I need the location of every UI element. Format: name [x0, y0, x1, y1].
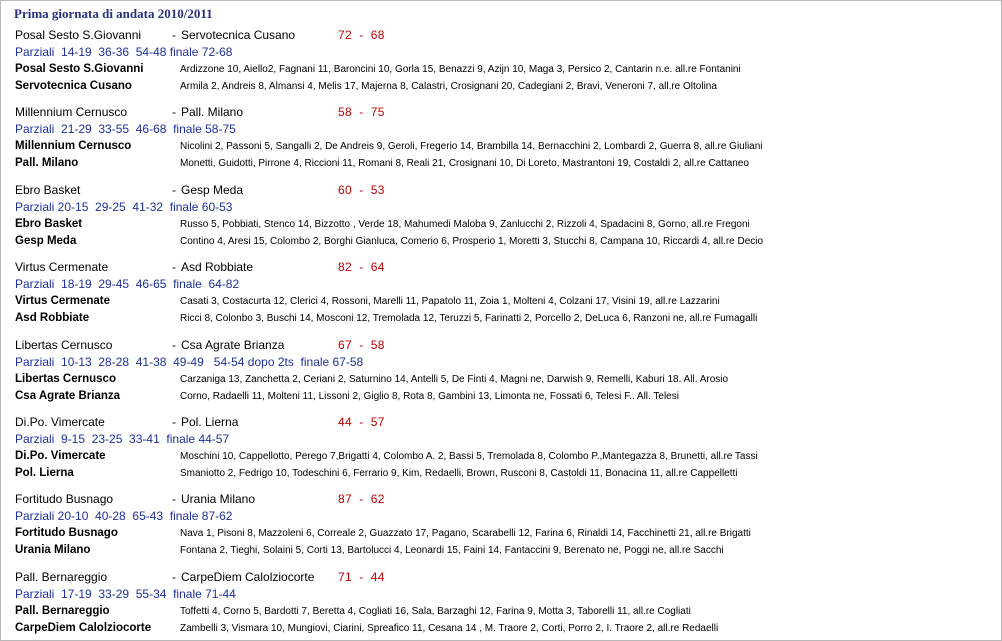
home-team-name: Libertas Cernusco	[15, 337, 113, 352]
partial-scores: Parziali 21-29 33-55 46-68 finale 58-75	[15, 122, 236, 137]
home-team-name: Posal Sesto S.Giovanni	[15, 28, 142, 42]
roster-team-name: Csa Agrate Brianza	[15, 389, 121, 402]
fixture-separator: -	[172, 569, 176, 584]
roster-team-name: Urania Milano	[15, 544, 91, 557]
fixture-separator: -	[172, 260, 176, 275]
roster-team-name: Libertas Cernusco	[15, 372, 116, 385]
away-team-name: Urania Milano	[181, 492, 256, 507]
roster-players: Contino 4, Aresi 15, Colombo 2, Borghi Gianluca, Comerio 6, Prosperio 1, Moretti 3, Stucchi 8, Campana 10, Riccardi 4, all.re Decio	[180, 235, 764, 247]
game-block	[15, 338, 995, 415]
roster-players: Armila 2, Andreis 8, Almansi 4, Melis 17, Majerna 8, Calastri, Crosignani 20, Cadegiani 2, Bravi, Veneroni 7, all.re Oltolina	[180, 81, 717, 92]
away-team-name: Pall. Milano	[181, 105, 244, 120]
roster-players: Casati 3, Costacurta 12, Clerici 4, Rossoni, Marelli 11, Papatolo 11, Zoia 1, Molteni 4, Colzani 17, Visini 19, all.re Lazzarini	[180, 296, 720, 308]
final-score: 58 - 75	[338, 105, 385, 120]
roster-team-name: Fortitudo Busnago	[15, 527, 118, 540]
roster-team-name: Di.Po. Vimercate	[15, 450, 106, 462]
roster-players: Carzaniga 13, Zanchetta 2, Ceriani 2, Saturnino 14, Antelli 5, De Finti 4, Magni ne, Darwish 9, Remelli, Kaburi 18. All. Arosio	[180, 373, 729, 385]
partial-scores: Parziali 10-13 28-28 41-38 49-49 54-54 dopo 2ts finale 67-58	[15, 354, 364, 369]
roster-team-name: Posal Sesto S.Giovanni	[15, 63, 144, 75]
away-team-name: Gesp Meda	[181, 182, 244, 197]
roster-team-name: Ebro Basket	[15, 217, 83, 230]
roster-players: Nicolini 2, Passoni 5, Sangalli 2, De Andreis 9, Geroli, Fregerio 14, Brambilla 14, Bernacchini 2, Lombardi 2, Guerra 8, all.re Giuliani	[180, 141, 763, 153]
roster-players: Ardizzone 10, Aiello2, Fagnani 11, Baroncini 10, Gorla 15, Benazzi 9, Azijn 10, Maga 3, Persico 2, Cantarin n.e. all.re Fontanini	[180, 64, 741, 75]
away-team-name: Asd Robbiate	[181, 260, 254, 275]
final-score: 71 - 44	[338, 569, 385, 584]
final-score: 44 - 57	[338, 415, 385, 429]
roster-players: Smaniotto 2, Fedrigo 10, Todeschini 6, Ferrario 9, Kim, Redaelli, Brown, Rusconi 8, Castoldi 11, Bonacina 11, all.re Cappelletti	[180, 468, 738, 479]
fixture-separator: -	[172, 492, 176, 507]
away-team-name: Pol. Lierna	[181, 415, 239, 429]
roster-players: Moschini 10, Cappellotto, Perego 7,Brigatti 4, Colombo A. 2, Bassi 5, Tremolada 8, Colombo P.,Mantegazza 8, Brunetti, all.re Tassi	[180, 451, 758, 462]
partial-scores: Parziali 20-10 40-28 65-43 finale 87-62	[15, 509, 233, 524]
final-score: 82 - 64	[338, 260, 385, 275]
roster-team-name: Pall. Bernareggio	[15, 604, 110, 617]
game-block	[15, 260, 995, 337]
away-team-name: CarpeDiem Calolziocorte	[181, 569, 315, 584]
roster-team-name: Pall. Milano	[15, 157, 79, 170]
home-team-name: Ebro Basket	[15, 182, 81, 197]
fixture-separator: -	[172, 105, 176, 120]
roster-players: Toffetti 4, Corno 5, Bardotti 7, Beretta 4, Cogliati 16, Sala, Barzaghi 12, Farina 9, Motta 3, Taborelli 11, all.re Cogliati	[180, 605, 691, 617]
partial-scores: Parziali 9-15 23-25 33-41 finale 44-57	[15, 432, 230, 446]
roster-players: Fontana 2, Tieghi, Solaini 5, Corti 13, Bartolucci 4, Leonardi 15, Faini 14, Fantaccini 9, Berenato ne, Poggi ne, all.re Sacchi	[180, 545, 724, 557]
fixture-separator: -	[172, 337, 176, 352]
home-team-name: Pall. Bernareggio	[15, 569, 108, 584]
game-block	[15, 492, 995, 569]
game-block	[15, 570, 995, 641]
partial-scores: Parziali 18-19 29-45 46-65 finale 64-82	[15, 277, 240, 292]
roster-team-name: Gesp Meda	[15, 234, 77, 247]
roster-team-name: Servotecnica Cusano	[15, 80, 132, 92]
roster-players: Monetti, Guidotti, Pirrone 4, Riccioni 11, Romani 8, Reali 21, Crosignani 10, Di Loreto, Mastrantoni 19, Costaldi 2, all.re Cattaneo	[180, 158, 749, 170]
roster-team-name: CarpeDiem Calolziocorte	[15, 621, 152, 634]
page-title: Prima giornata di andata 2010/2011	[14, 6, 213, 21]
roster-team-name: Millennium Cernusco	[15, 140, 132, 153]
roster-team-name: Virtus Cermenate	[15, 295, 111, 308]
final-score: 72 - 68	[338, 28, 385, 42]
away-team-name: Servotecnica Cusano	[181, 28, 296, 42]
final-score: 60 - 53	[338, 182, 385, 197]
roster-players: Corno, Radaelli 11, Molteni 11, Lissoni 2, Giglio 8, Rota 8, Gambini 13, Limonta ne, Fossati 6, Telesi F.. All. Telesi	[180, 390, 679, 402]
away-team-name: Csa Agrate Brianza	[181, 337, 285, 352]
home-team-name: Millennium Cernusco	[15, 105, 128, 120]
fixture-separator: -	[172, 28, 176, 42]
partial-scores: Parziali 17-19 33-29 55-34 finale 71-44	[15, 586, 236, 601]
final-score: 87 - 62	[338, 492, 385, 507]
game-block	[15, 28, 995, 105]
game-block	[15, 105, 995, 182]
home-team-name: Virtus Cermenate	[15, 260, 109, 275]
home-team-name: Fortitudo Busnago	[15, 492, 114, 507]
roster-players: Russo 5, Pobbiati, Stenco 14, Bizzotto , Verde 18, Mahumedi Maloba 9, Zanlucchi 2, Rizzoli 4, Spadacini 8, Gorno, all.re Fregoni	[180, 218, 750, 230]
partial-scores: Parziali 14-19 36-36 54-48 finale 72-68	[15, 45, 233, 59]
fixture-separator: -	[172, 415, 176, 429]
home-team-name: Di.Po. Vimercate	[15, 415, 105, 429]
partial-scores: Parziali 20-15 29-25 41-32 finale 60-53	[15, 199, 233, 214]
final-score: 67 - 58	[338, 337, 385, 352]
roster-players: Ricci 8, Colonbo 3, Buschi 14, Mosconi 12, Tremolada 12, Teruzzi 5, Farinatti 2, Porcello 2, DeLuca 6, Ranzoni ne, all.re Fumagalli	[180, 313, 758, 325]
game-block	[15, 183, 995, 260]
roster-team-name: Pol. Lierna	[15, 467, 74, 479]
roster-team-name: Asd Robbiate	[15, 312, 90, 325]
fixture-separator: -	[172, 182, 176, 197]
roster-players: Nava 1, Pisoni 8, Mazzoleni 6, Correale 2, Guazzato 17, Pagano, Scarabelli 12, Farina 6, Rinaldi 14, Facchinetti 21, all.re Brigatti	[180, 528, 751, 540]
roster-players: Zambelli 3, Vismara 10, Mungiovi, Ciarini, Spreafico 11, Cesana 14 , M. Traore 2, Corti, Porro 2, I. Traore 2, all.re Redaelli	[180, 622, 719, 634]
game-block	[15, 415, 995, 492]
